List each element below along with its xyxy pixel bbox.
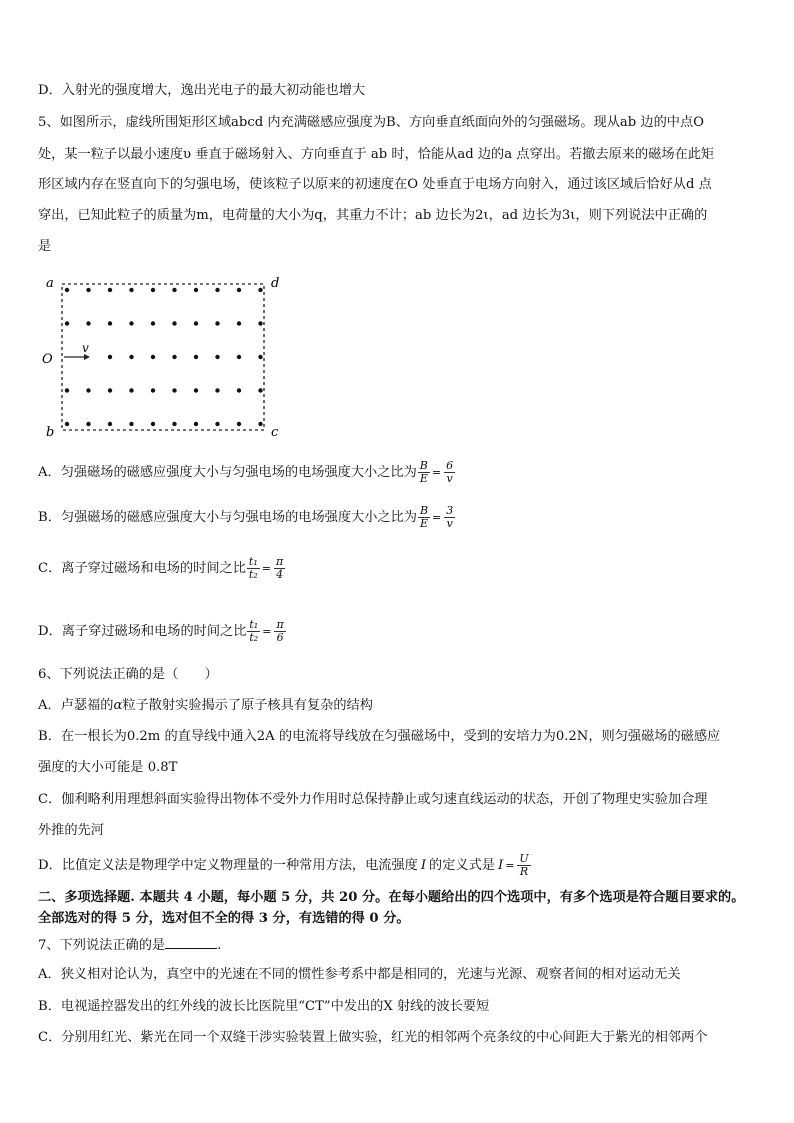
q6d-text-mid: 的定义式是 bbox=[429, 858, 495, 873]
field-dot bbox=[86, 422, 90, 426]
q6-option-a bbox=[38, 697, 373, 715]
q6-option-c-line1: C．伽利略利用理想斜面实验得出物体不受外力作用时总保持静止或匀速直线运动的状态，开创了物理史实验加合理 bbox=[38, 792, 708, 807]
frac-den: R bbox=[519, 865, 529, 878]
q7-option-a: A．狭义相对论认为，真空中的光速在不同的惯性参考系中都是相同的，光速与光源、观察者间的相对运动无关 bbox=[38, 967, 681, 982]
q5-stem-line1: 5、如图所示，虚线所围矩形区域abcd 内充满磁感应强度为B、方向垂直纸面向外的匀强磁场。现从ab 边的中点O bbox=[38, 115, 704, 130]
field-dot bbox=[108, 355, 112, 359]
field-dot bbox=[258, 422, 262, 426]
equals-sign: = bbox=[261, 561, 271, 575]
equals-sign: = bbox=[432, 510, 442, 524]
field-dot bbox=[108, 321, 112, 325]
frac-num: U bbox=[519, 852, 529, 865]
field-dot bbox=[172, 288, 176, 292]
frac-num: 3 bbox=[446, 504, 454, 517]
frac-den: 4 bbox=[276, 568, 284, 581]
current-symbol: I bbox=[420, 858, 427, 873]
fraction-pi-over-6 bbox=[274, 619, 285, 644]
field-dot bbox=[258, 321, 262, 325]
option-d-text: D．离子穿过磁场和电场的时间之比 bbox=[38, 624, 247, 639]
field-dot bbox=[194, 321, 198, 325]
field-dot bbox=[151, 288, 155, 292]
field-dot bbox=[215, 288, 219, 292]
q5-option-b bbox=[38, 505, 455, 530]
field-dot bbox=[237, 355, 241, 359]
q7-text: 7、下列说法正确的是 bbox=[38, 938, 166, 953]
frac-den: v bbox=[446, 472, 453, 485]
frac-num: t₁ bbox=[249, 618, 259, 631]
corner-label-c: c bbox=[271, 425, 279, 440]
field-dot bbox=[108, 288, 112, 292]
fraction-t1-over-t2 bbox=[247, 556, 260, 581]
field-dot bbox=[129, 355, 133, 359]
field-dot bbox=[215, 321, 219, 325]
q6-option-b-line1: B．在一根长为0.2m 的直导线中通入2A 的电流将导线放在匀强磁场中，受到的安培力为0.2N，则匀强磁场的磁感应 bbox=[38, 729, 721, 744]
field-dot bbox=[172, 321, 176, 325]
frac-num: t₁ bbox=[248, 555, 258, 568]
field-dot bbox=[86, 288, 90, 292]
field-dot bbox=[215, 388, 219, 392]
fraction-pi-over-4 bbox=[274, 556, 285, 581]
field-dot bbox=[258, 288, 262, 292]
field-dot bbox=[172, 422, 176, 426]
fraction-6-over-v bbox=[444, 460, 455, 485]
magnetic-field-figure bbox=[38, 272, 288, 440]
field-dot bbox=[151, 321, 155, 325]
q5-option-a bbox=[38, 460, 455, 485]
q5-stem-line4: 穿出，已知此粒子的质量为m，电荷量的大小为q，其重力不计；ab 边长为2ι，ad 边长为3ι，则下列说法中正确的 bbox=[38, 208, 708, 223]
field-dot bbox=[86, 321, 90, 325]
frac-den: v bbox=[446, 517, 453, 530]
equals-sign: = bbox=[431, 465, 442, 479]
fraction-u-over-r bbox=[517, 853, 530, 878]
origin-label: O bbox=[42, 352, 53, 367]
option-c-text: C．离子穿过磁场和电场的时间之比 bbox=[38, 561, 246, 576]
field-dot bbox=[258, 355, 262, 359]
frac-num: B bbox=[419, 504, 429, 517]
frac-den: t₂ bbox=[249, 631, 259, 644]
field-dot bbox=[86, 388, 90, 392]
field-dot bbox=[151, 422, 155, 426]
field-dot bbox=[194, 388, 198, 392]
q7-option-c: C．分别用红光、紫光在同一个双缝干涉实验装置上做实验，红光的相邻两个亮条纹的中心间距大于紫光的相邻两个 bbox=[38, 1030, 708, 1045]
answer-blank bbox=[165, 936, 217, 949]
field-dot bbox=[129, 321, 133, 325]
field-dot bbox=[194, 355, 198, 359]
corner-label-d: d bbox=[271, 276, 280, 291]
equals-sign: = bbox=[505, 858, 515, 872]
field-dot bbox=[215, 422, 219, 426]
formula-lhs: I bbox=[497, 858, 504, 873]
field-dot bbox=[258, 388, 262, 392]
frac-den: E bbox=[419, 472, 428, 485]
frac-den: E bbox=[419, 517, 429, 530]
field-dots bbox=[65, 288, 263, 426]
field-dot bbox=[194, 422, 198, 426]
fraction-b-over-e bbox=[418, 460, 430, 485]
q5-stem-line3: 形区域内存在竖直向下的匀强电场，使该粒子以原来的初速度在O 处垂直于电场方向射入，通过该区域后恰好从d 点 bbox=[38, 177, 712, 192]
q5-stem-line5: 是 bbox=[38, 239, 52, 254]
field-dot bbox=[237, 388, 241, 392]
field-dot bbox=[108, 388, 112, 392]
section-2-heading-line2: 全部选对的得 5 分，选对但不全的得 3 分，有选错的得 0 分。 bbox=[38, 911, 410, 926]
q6a-text-post: 粒子散射实验揭示了原子核具有复杂的结构 bbox=[122, 698, 373, 713]
field-dot bbox=[129, 288, 133, 292]
frac-den: t₂ bbox=[248, 568, 258, 581]
q6-stem: 6、下列说法正确的是（ ） bbox=[38, 667, 218, 682]
fraction-b-over-e bbox=[418, 505, 430, 530]
frac-num: B bbox=[419, 459, 428, 472]
field-dot bbox=[65, 288, 69, 292]
field-dot bbox=[194, 288, 198, 292]
fraction-3-over-v bbox=[444, 505, 455, 530]
option-a-text: A．匀强磁场的磁感应强度大小与匀强电场的电场强度大小之比为 bbox=[38, 465, 417, 480]
dashed-rectangle bbox=[62, 284, 264, 430]
field-dot bbox=[237, 422, 241, 426]
q5-option-c bbox=[38, 556, 285, 581]
frac-num: π bbox=[275, 555, 284, 568]
q6d-text-pre: D．比值定义法是物理学中定义物理量的一种常用方法，电流强度 bbox=[38, 858, 418, 873]
frac-num: π bbox=[276, 618, 284, 631]
fraction-t1-over-t2 bbox=[247, 619, 260, 644]
q7-option-b: B．电视遥控器发出的红外线的波长比医院里“CT”中发出的X 射线的波长要短 bbox=[38, 999, 490, 1014]
field-dot bbox=[129, 388, 133, 392]
q5-stem-line2: 处，某一粒子以最小速度υ 垂直于磁场射入、方向垂直于 ab 时，恰能从ad 边的a 点穿出。若撤去原来的磁场在此矩 bbox=[38, 147, 715, 162]
q6-option-d bbox=[38, 853, 531, 878]
option-b-text: B．匀强磁场的磁感应强度大小与匀强电场的电场强度大小之比为 bbox=[38, 510, 417, 525]
q6a-text-pre: A．卢瑟福的 bbox=[38, 698, 114, 713]
section-2-heading-line1: 二、多项选择题. 本题共 4 小题，每小题 5 分，共 20 分。在每小题给出的四个选项中，有多个选项是符合题目要求的。 bbox=[38, 890, 745, 905]
frac-num: 6 bbox=[446, 459, 454, 472]
field-dot bbox=[237, 288, 241, 292]
field-dot bbox=[129, 422, 133, 426]
field-dot bbox=[65, 388, 69, 392]
q5-option-d bbox=[38, 619, 286, 644]
frac-den: 6 bbox=[276, 631, 284, 644]
q7-stem bbox=[38, 936, 221, 955]
field-dot bbox=[108, 422, 112, 426]
q6-option-c-line2: 外推的先河 bbox=[38, 823, 104, 838]
alpha-symbol: α bbox=[113, 698, 123, 713]
equals-sign: = bbox=[262, 624, 272, 638]
field-dot bbox=[65, 422, 69, 426]
velocity-label: v bbox=[82, 341, 89, 355]
field-dot bbox=[215, 355, 219, 359]
field-dot bbox=[65, 321, 69, 325]
q7-period: . bbox=[217, 938, 222, 953]
corner-label-b: b bbox=[46, 425, 55, 440]
field-dot bbox=[237, 321, 241, 325]
corner-label-a: a bbox=[46, 276, 54, 291]
q4-option-d: D．入射光的强度增大，逸出光电子的最大初动能也增大 bbox=[38, 83, 366, 98]
field-dot bbox=[151, 388, 155, 392]
field-dot bbox=[172, 388, 176, 392]
field-dot bbox=[172, 355, 176, 359]
q6-option-b-line2: 强度的大小可能是 0.8T bbox=[38, 760, 178, 775]
field-dot bbox=[151, 355, 155, 359]
